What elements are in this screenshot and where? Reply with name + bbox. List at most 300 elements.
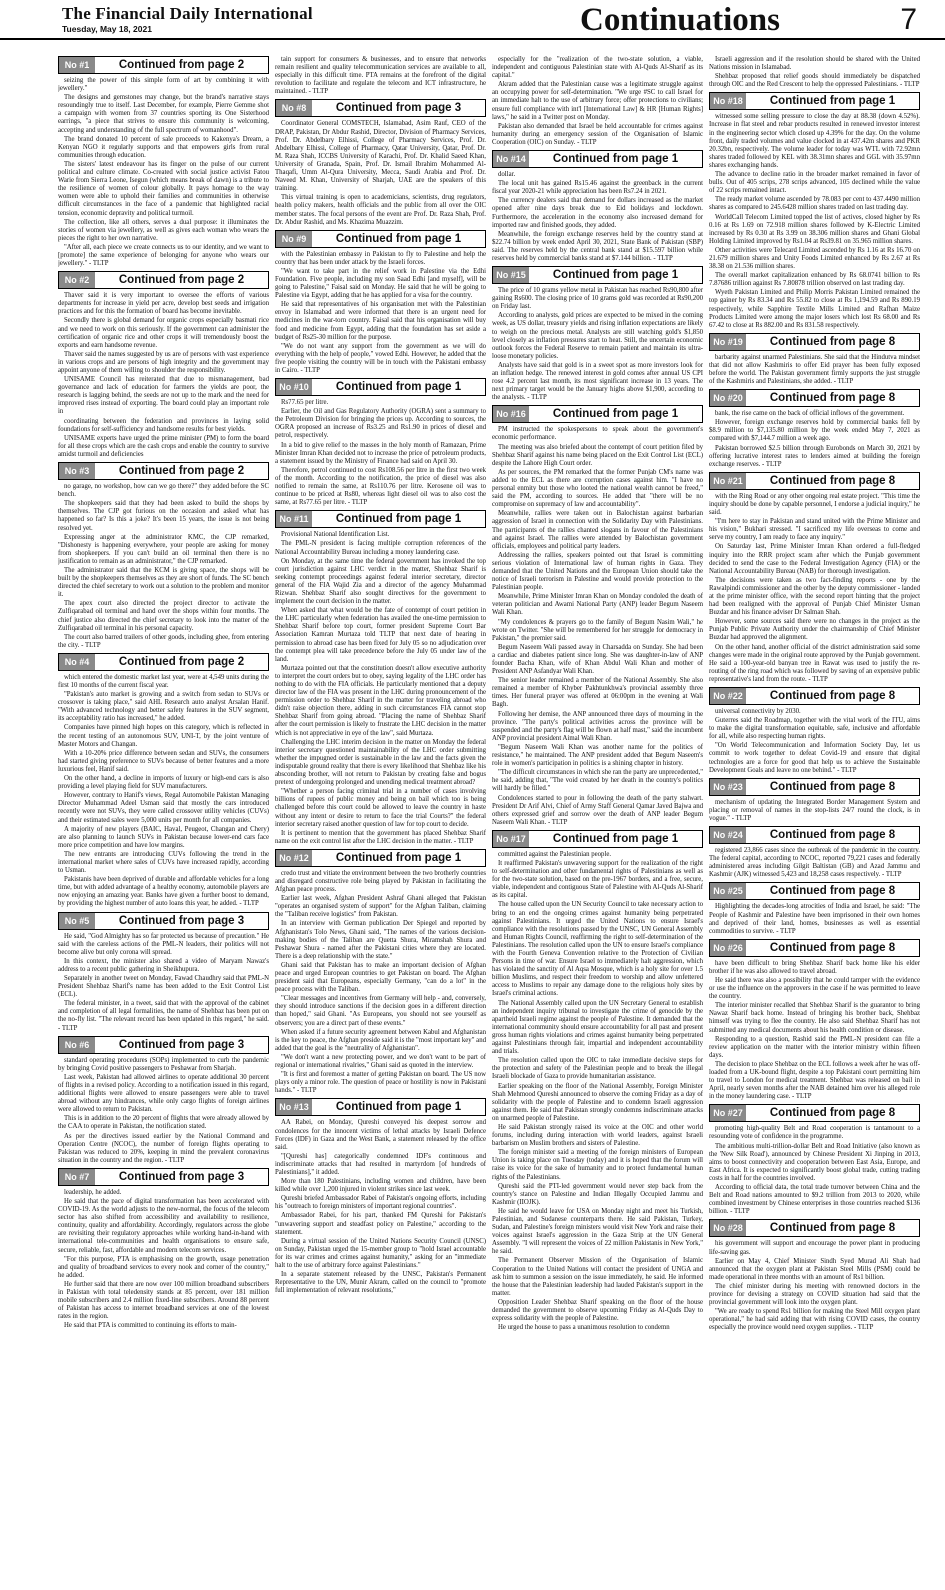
paragraph: "[Qureshi has] categorically condemned IDF's continuous and indiscriminate attacks that had resulted in martyrdom [of hundreds of Palestinians]," it added.	[275, 1152, 486, 1176]
paragraph: coordinating between the federation and provinces in laying solid foundations for self-sufficiency and handsome results for best yields.	[58, 417, 269, 433]
story-body	[58, 77, 269, 268]
story-body	[492, 287, 703, 402]
paragraph: The court also barred trailers of other goods, including ghee, from entering the city. - TLTP	[58, 633, 269, 649]
story-number-badge: No #3	[59, 463, 95, 479]
story	[709, 939, 920, 1102]
paragraph: The currency dealers said that demand for dollars increased as the market opened after nine days break due to Eid holidays and lockdown. Furthermore, the acceleration in the economy also increased demand for imported raw and finished goods, they added.	[492, 197, 703, 229]
story-header	[709, 472, 920, 490]
paragraph: "Clear messages and incentives from Germany will help - and, conversely, they should introduce sanctions if the decision goes in a different direction than hoped," said Ghani. "As Europeans, you should not see yourself as observers; you are a direct part of these events."	[275, 995, 486, 1027]
paragraph: The Permanent Observer Mission of the Organisation of Islamic Cooperation to the United Nations will contact the president of UNGA and ask him to summon a session on the issue immediately, he said. He informed the house that the Palestinian leadership had lauded Pakistan's support in the matter.	[492, 1257, 703, 1297]
story-continued-label: Continued from page 1	[552, 408, 679, 421]
story-body	[709, 56, 920, 89]
story	[709, 826, 920, 879]
paragraph: The local unit has gained Rs15.46 against the greenback in the current fiscal year 2020-21 while appreciation has been Rs7.24 in 2021.	[492, 180, 703, 196]
story-header	[492, 266, 703, 284]
story-header	[58, 912, 269, 930]
story-header	[709, 687, 920, 705]
paragraph: Earlier on May 4, Chief Minister Sindh Syed Murad Ali Shah had announced that the oxygen plant at Pakistan Steel Mills (PSM) could be made operational in three months with an amount of Rs1 billion.	[709, 1257, 920, 1281]
paragraph: Meanwhile, the foreign exchange reserves held by the country stand at $22.74 billion by week ended April 30, 2021, State Bank of Pakistan (SBP) said. The reserves held by the central bank stand at $15.597 billion while reserves held by commercial banks stand at $7.144 billion. - TLTP	[492, 230, 703, 262]
story	[58, 56, 269, 268]
paragraph: He urged the house to pass a unanimous resolution to condemn	[498, 1324, 670, 1332]
story-continued-label: Continued from page 8	[769, 474, 896, 487]
story-number-badge: No #13	[276, 1099, 312, 1115]
story-body	[58, 1057, 269, 1165]
story-header	[58, 462, 269, 480]
story	[709, 687, 920, 775]
story	[275, 849, 486, 1096]
paragraph: On Monday, at the same time the federal government has invoked the top court jurisdiction against LHC verdict in the matter, Shehbaz Sharif is seeking contempt proceedings against federal interior secretary, director general of the FIA Wajid Zia and a director of the agency Muhammad Rizwan. Shehbaz Sharif also sought directives for the government to implement the court decision in the matter.	[275, 557, 486, 606]
masthead	[0, 0, 945, 40]
story-header	[492, 830, 703, 848]
paragraph: It is pertinent to mention that the government has placed Shehbaz Sharif name on the exit control list after the LHC decision in the matter. - TLTP	[275, 829, 486, 845]
paragraph: The decision to place Shehbaz on the ECL follows a week after he was off-loaded from a UK-bound flight, despite a top Pakistani court permitting him to travel to London for medical treatment. Shehbaz was released on bail in April, nearly seven months after the NAB detained him over his alleged role in the money laundering case. - TLTP	[709, 1060, 920, 1101]
paragraph: In a separate statement released by the UNSC, Pakistan's Permanent Representative to the UN, Munir Akram, called on the council to "promote full implementation of relevant resolutions,"	[275, 1271, 486, 1295]
paragraph: According to official data, the total trade turnover between China and the Belt and Road nations amounted to $9.2 trillion from 2013 to 2020, while combined investment by Chinese enterprises in those countries reached $136 billion. - TLTP	[709, 1184, 920, 1216]
paragraph: On Saturday last, Prime Minister Imran Khan ordered a full-fledged inquiry into the RRR project scam after which the Punjab government decided to send the case to the Federal Investigation Agency (FIA) or the National Accountability Bureau (NAB) for thorough investigation.	[709, 543, 920, 575]
paragraph: The price of 10 grams yellow metal in Pakistan has reached Rs90,800 after gaining Rs600. The closing price of 10 grams gold was recorded at Rs90,200 on Friday last.	[492, 287, 703, 311]
paragraph: UNISAME Council has reiterated that due to mismanagement, bad governance and lack of education for farmers the yields are poor, the research is lagging behind, the seeds are not up to the mark and the need for improved rises instead of exporting. The board could play an important role in	[58, 376, 269, 416]
story-header	[275, 230, 486, 248]
paragraph: Separately in another tweet on Monday, Fawad Chaudhry said that PML-N President Shehbaz Sharif's name has been added to the Exit Control List (ECL).	[58, 975, 269, 999]
story-header	[492, 150, 703, 168]
story-number-badge: No #5	[59, 913, 95, 929]
story-number-badge: No #9	[276, 231, 312, 247]
story	[709, 389, 920, 469]
paragraph: "On World Telecommunication and Information Society Day, let us commit to work together to defeat Covid-19 and ensure that digital technologies are a force for good that help us to achieve the Sustainable Development Goals and leave no one behind." - TLTP	[709, 742, 920, 774]
paragraph: The ambitious multi-trillion-dollar Belt and Road Initiative (also known as the 'New Silk Road'), announced by Chinese President Xi Jinping in 2013, aims to boost connectivity and cooperation between East Asia, Europe, and East Africa. It is expected to significantly boost global trade, cutting trading costs in half for the countries involved.	[709, 1142, 920, 1182]
story-continued-label: Continued from page 8	[769, 1222, 896, 1235]
paragraph: Highlighting the decades-long atrocities of India and Israel, he said: "The People of Kashmir and Palestine have been imprisoned in their own homes and deprived of their land, homes, businesses as well as essential commodities to survive. - TLTP	[709, 903, 920, 935]
story-number-badge: No #6	[59, 1037, 95, 1053]
paragraph: Shehbaz proposed that relief goods should immediately be dispatched through OIC and the Red Crescent to help the oppressed Palestinians. - TLTP	[709, 73, 920, 89]
paragraph: A majority of new players (BAIC, Haval, Peugeot, Changan and Chery) are also planning to launch SUVs in Pakistan because lower-end cars face more price competition and have low margins.	[58, 825, 269, 849]
paragraph: As per sources, the PM remarked that the former Punjab CM's name was added to the ECL as there are corruption cases against him. "I have no personal enmity but those who looted the national wealth cannot be freed," said the PM, according to sources. He added that "there will be no compromise on supremacy of law and accountability".	[492, 468, 703, 509]
paragraph: Qureshi said the PTI-led government would never step back from the country's stance on Palestine and Indian Illegally Occupied Jammu and Kashmir (IIOJK).	[492, 1182, 703, 1206]
story	[275, 510, 486, 846]
story	[709, 333, 920, 386]
story	[709, 778, 920, 823]
story-continued-label: Continued from page 1	[335, 1101, 462, 1114]
story	[275, 56, 486, 96]
paragraph: In a bid to give relief to the masses in the holy month of Ramazan, Prime Minister Imran Khan decided not to increase the price of petroleum products, a statement issued by the Ministry of Finance had said on April 30.	[275, 441, 486, 465]
story-header	[275, 1098, 486, 1116]
story-continued-label: Continued from page 8	[769, 335, 896, 348]
story-continued-label: Continued from page 1	[552, 269, 679, 282]
story-body	[709, 493, 920, 684]
story-number-badge: No #16	[493, 406, 529, 422]
paragraph: The federal minister, in a tweet, said that with the approval of the cabinet and completion of all legal formalities, the name of Shehbaz has been put on the no-fly list. "The relevant record has been updated in this regard," he said. - TLTP	[58, 1000, 269, 1032]
paragraph: Pakistan also demanded that Israel be held accountable for crimes against humanity during an emergency session of the Organisation of Islamic Cooperation (OIC) on Sunday. - TLTP	[492, 122, 703, 146]
story-body	[275, 1119, 486, 1295]
paragraph: committed against the Palestinian people.	[498, 850, 612, 858]
story-header	[58, 653, 269, 671]
story-number-badge: No #23	[710, 779, 746, 795]
column-2	[275, 56, 486, 1590]
paragraph: Following her demise, the ANP announced three days of mourning in the province. "The party's political activities across the province will be suspended and the party's flag will be flown at half mast," said the incumbent ANP provincial president Aimal Wali Khan.	[492, 710, 703, 742]
story	[58, 462, 269, 650]
paragraph: The overall market capitalization enhanced by Rs 68.0741 billion to Rs 7.87686 trillion against Rs 7.80878 trillion observed on last trading day.	[709, 272, 920, 288]
paragraph: Pakistan borrowed $2.5 billion through Eurobonds on March 30, 2021 by offering lucrative interest rates to lenders aimed at building the foreign exchange reserves. - TLTP	[709, 444, 920, 468]
story-number-badge: No #1	[59, 57, 95, 73]
paragraph: Meanwhile, rallies were taken out in Balochistan against barbarian aggression of Israel in connection with the Solidarity Day with Palestinians. The participants of the rallies chanted slogans in favour of the Palestinians and against Israel. The rallies were attended by Balochistan government officials, employees and political party leaders.	[492, 510, 703, 550]
story-body	[492, 851, 703, 1332]
paragraph: Israeli aggression and if the resolution should be shared with the United Nations mission in Islamabad.	[709, 56, 920, 72]
story-body	[58, 1189, 269, 1331]
story	[492, 266, 703, 402]
section-title: Continuations	[580, 2, 780, 38]
story-continued-label: Continued from page 3	[335, 102, 462, 115]
paragraph: However, foreign exchange reserves hold by commercial banks fell by $8.9 million to $7,135.80 million by the week ended May 7, 2021 as compared with $7,144.7 million a week ago.	[709, 419, 920, 443]
paragraph: He said Pakistan strongly raised its voice at the OIC and other world forums, including during interaction with world leaders, against Israeli barbarism on Muslim brothers and sisters of Palestine.	[492, 1123, 703, 1148]
paragraph: with the Palestinian embassy in Pakistan to fly to Palestine and help the country that has been under attack by the Israeli forces.	[275, 250, 486, 266]
story-continued-label: Continued from page 1	[769, 95, 896, 108]
paragraph: AA Rabei, on Monday, Qureshi conveyed his deepest sorrow and condolences for the innocent victims of lethal attacks by Israeli Defence Forces (IDF) in Gaza and the West Bank, a statement released by the office said.	[275, 1119, 486, 1151]
story-body	[275, 56, 486, 96]
story-number-badge: No #10	[276, 379, 312, 395]
paragraph: with the Ring Road or any other ongoing real estate project. "This time the inquiry should be done by capable personnel, I endorse a judicial inquiry," he said.	[709, 492, 920, 517]
paragraph: Ambassador Rabei, for his part, thanked FM Qureshi for Pakistan's "unwavering support and steadfast policy on Palestine," according to the statement.	[275, 1212, 486, 1236]
paragraph: Earlier speaking on the floor of the National Assembly, Foreign Minister Shah Mehmood Qureshi announced to observe the coming Friday as a day of solidarity with the people of Palestine and to condemn Israeli aggression against them. He said that Pakistan strongly condemns indiscriminate attacks on unarmed people of Palestine.	[492, 1082, 703, 1122]
paragraph: As per the directives issued earlier by the National Command and Operation Centre (NCOC), the number of foreign flights operating to Pakistan was reduced to 20%, keeping in mind the prevalent coronavirus situation in the country and the region. - TLTP	[58, 1132, 269, 1164]
paragraph: The ready market volume ascended by 78.083 per cent to 437.4490 million shares as compared to 245.6428 million shares traded on last trading day.	[709, 196, 920, 212]
paragraph: universal connectivity by 2030.	[715, 708, 801, 715]
story	[58, 1036, 269, 1165]
paragraph: The collection, like all others, serves a dual purpose: it illuminates the stories of women via jewellery, as well as gives each woman who wears the pieces the right to her own narrative.	[58, 218, 269, 242]
paragraph: He further said that there are now over 100 million broadband subscribers in Pakistan with total teledensity stands at 85 percent, over 181 million mobile subscribers and 2.4 million fixed-line subscribers. Around 88 percent of Pakistan has access to internet broadband services at one of the lowest rates in the region.	[58, 1280, 269, 1321]
paragraph: The decisions were taken as two fact-finding reports - one by the Rawalpindi commissioner and the other by the deputy commissioner - landed at the prime minister office, with the second report hinting that the project had been realigned with the approval of Punjab Chief Minister Usman Buzdar and his finance adviser Dr Salman Shah.	[709, 576, 920, 617]
paragraph: Meanwhile, Prime Minister Imran Khan on Monday condoled the death of veteran politician and Awami National Party (ANP) leader Begum Naseem Wali Khan.	[492, 593, 703, 617]
column-1	[58, 56, 269, 1590]
story-header	[709, 778, 920, 796]
paragraph: However, contrary to Hanif's views, Regal Automobile Pakistan Managing Director Muhammad Adeel Usman said that mostly the cars introduced recently were not SUVs, they were called crossover utility vehicles (CUVs) and their estimated sales were 5,000 units per month for all companies.	[58, 792, 269, 824]
paragraph: Opposition Leader Shehbaz Sharif speaking on the floor of the house demanded the government to observe upcoming Friday as Al-Quds Day to express solidarity with the people of Palestine.	[492, 1298, 703, 1323]
story-header	[58, 1168, 269, 1186]
story-header	[709, 92, 920, 110]
story-body	[275, 531, 486, 846]
paragraph: He said that PTA is committed to continuing its efforts to main-	[64, 1322, 237, 1330]
story-number-badge: No #26	[710, 940, 746, 956]
paragraph: Therefore, petrol continued to cost Rs108.56 per litre in the first two week of the month. According to the notification, the price of diesel was also notified to remain the same, at Rs110.76 per litre. Kerosene oil was to continue to be priced at Rs80, whereas light diesel oil was to also cost the same, at Rs77.65 per litre. - TLTP	[275, 466, 486, 507]
story	[709, 92, 920, 329]
story-body	[709, 410, 920, 469]
story	[492, 56, 703, 147]
story-continued-label: Continued from page 8	[769, 780, 896, 793]
story-number-badge: No #4	[59, 654, 95, 670]
story-header	[58, 56, 269, 74]
paragraph: On the other hand, another official of the district administration said some changes were made in the original route approved by the Punjab government. He said a 100-year-old banyan tree in Rawat was used to justify the re-routing of the ring road which was followed by saving of an expensive public representative's land from the route. - TLTP	[709, 643, 920, 683]
story-header	[709, 939, 920, 957]
paragraph: Other activities were Telecard Limited ascended by Rs 1.16 at Rs 16.70 on 21.679 million shares and Unity Foods Limited enhanced by Rs 2.67 at Rs 38.38 on 21.536 million shares.	[709, 246, 920, 271]
story-header	[275, 510, 486, 528]
paragraph: According to analysts, gold prices are expected to be mixed in the coming week, as US dollar, treasury yields and rising inflation expectations are likely to weigh on the precious metal. Analysts are still watching gold's $1,850 level closely as inflation pressures start to heat. Still, the uncertain economic outlook forces the Federal Reserve to remain patient and maintain its ultra-loose monetary policies.	[492, 312, 703, 360]
paragraph: promoting high-quality Belt and Road cooperation is tantamount to a resounding vote of confidence in the programme.	[709, 1125, 920, 1141]
paragraph: The foreign minister said a meeting of the foreign ministers of European Union is taking place on Tuesday (today) and it is hoped that the forum will raise its voice for the sake of humanity and to protect fundamental human rights of the Palestinians.	[492, 1149, 703, 1181]
paragraph: "Whether a person facing criminal trial in a number of cases involving billions of rupees of public money and being on bail which too is being challenged before this court could be allowed to leave the country in haste without any intent or desire to return to face the trial Courts?" the federal interior secretary raised another question of law for top court to decide.	[275, 788, 486, 828]
story-continued-label: Continued from page 3	[118, 1038, 245, 1051]
story-continued-label: Continued from page 2	[118, 59, 245, 71]
paragraph: Qureshi briefed Ambassador Rabei of Pakistan's ongoing efforts, including his "outreach to foreign ministers of important regional countries".	[275, 1195, 486, 1211]
story-number-badge: No #11	[276, 511, 312, 527]
story-body	[275, 399, 486, 507]
story-body	[58, 933, 269, 1033]
paragraph: This is in addition to the 20 percent of flights that were already allowed by the CAA to operate in Pakistan, the notification stated.	[58, 1115, 269, 1131]
story-continued-label: Continued from page 8	[769, 829, 896, 842]
story	[58, 912, 269, 1033]
story-number-badge: No #7	[59, 1169, 95, 1185]
paragraph: "For this purpose, PTA is emphasising on the growth, usage penetration and quality of broadband services to every nook and corner of the country," he added.	[58, 1255, 269, 1279]
story-body	[709, 847, 920, 879]
story	[709, 56, 920, 89]
paragraph: PM instructed the spokespersons to speak about the government's economic performance.	[492, 426, 703, 442]
page-number: 7	[900, 3, 917, 36]
paragraph: More than 180 Palestinians, including women and children, have been killed while over 1,200 injured in violent strikes since last week.	[275, 1178, 486, 1194]
story-header	[709, 333, 920, 351]
story-number-badge: No #22	[710, 688, 746, 704]
story-number-badge: No #14	[493, 151, 529, 167]
paragraph: The meeting was also briefed about the contempt of court petition filed by Shehbaz Sharif against his name being placed on the Exit Control List (ECL) despite the Lahore High Court order.	[492, 443, 703, 467]
story-number-badge: No #25	[710, 883, 746, 899]
story	[709, 1104, 920, 1216]
paragraph: Coordinator General COMSTECH, Islamabad, Asim Rauf, CEO of the DRAP, Pakistan, Dr Abdur Rashid, Director, Division of Pharmacy Services, Prof. Dr. Abdelbary Elhissi, College of Pharmacy Services, Prof. Dr. Abdelbary Elhissi, College of Pharmacy, Qatar University, Qatar, Prof. Dr. M. Raza Shah, ICCBS University of Karachi, Prof. Dr. Khalid Saeed Khan, University of Granada, Spain, Prof. Dr. Ismail Ibrahim Mohammed Al-Thaqafi, Umm Al-Qura University, Mecca, Saudi Arabia and Prof. Dr. Naveed M. Khan, University of Sharjah, UAE are the speakers of this training.	[275, 120, 486, 193]
paragraph: Expressing anger at the administrator KMC, the CJP remarked, "Dishonesty is happening everywhere, your people are asking for money from shopkeepers. If you can't build an oil terminal then there is no justification to remain as an administrator," the CJP remarked.	[58, 533, 269, 565]
story	[275, 99, 486, 226]
story-header	[275, 378, 486, 396]
paragraph: The new entrants are introducing CUVs following the trend in the international market where sales of CUVs have increased rapidly, according to Usman.	[58, 850, 269, 875]
story	[709, 1219, 920, 1332]
story-body	[492, 426, 703, 827]
story	[709, 882, 920, 935]
story-body	[709, 708, 920, 775]
paragraph: standard operating procedures (SOPs) implemented to curb the pandemic by bringing Covid positive passengers to Peshawar from Sharjah.	[58, 1056, 269, 1072]
story	[275, 230, 486, 375]
story	[275, 378, 486, 507]
paragraph: He said that the pace of digital transformation has been accelerated with COVID-19. As the world adjusts to the new-normal, the focus of the telecom sector has also shifted from accessibility and availability to resilience, continuity, quality and affordability. Accordingly, regulators across the globe are revisiting their regulatory approaches while working hand-in-hand with international tele-communities and health organisations to ensure safe, secure, reliable, fast, affordable and modern telecom services.	[58, 1197, 269, 1254]
paragraph: The resolution called upon the OIC to take immediate decisive steps for the protection and safety of the Palestinian people and to break the illegal Israeli blockade of Gaza to provide humanitarian assistance.	[492, 1057, 703, 1081]
story-body	[709, 113, 920, 329]
paragraph: He said that representatives of his organisation met with the Palestinian envoy in Islamabad and were informed that there is an urgent need for medicines in the war-torn country. Faisal said that his organisation will buy food and medicine from Egypt, adding that the foundation has set aside a budget of Rs25-30 million for the purpose.	[275, 301, 486, 341]
story-header	[709, 389, 920, 407]
paragraph: leadership, he added.	[64, 1188, 122, 1196]
paragraph: The designs and gemstones may change, but the brand's narrative stays resoundingly true to itself. Last December, for example, Pierre Gemme shot a campaign with women from 37 countries sporting its One Sisterhood earrings, "a piece that strives to ensure this community is welcoming, accepting and understanding of the full spectrum of womanhood".	[58, 94, 269, 134]
story-body	[709, 903, 920, 935]
paragraph: He said there was also a possibility that he could tamper with the evidence or use the influence on the approvers in the case if he was permitted to leave the country.	[709, 976, 920, 1001]
story-number-badge: No #17	[493, 831, 529, 847]
paragraph: In this context, the minister also shared a video of Maryam Nawaz's address to a recent public gathering in Sheikhupura.	[58, 957, 269, 973]
story	[492, 405, 703, 827]
paragraph: He said he would leave for USA on Monday night and meet his Turkish, Palestinian, and Sudanese counterparts there. He said Pakistan, Turkey, Sudan, and Palestine's foreign ministers would visit New York and raise their voices against Israel's aggression in the Gaza Strip at the UN General Assembly. "I will represent the voices of 22 million Pakistanis in New York," he said.	[492, 1207, 703, 1256]
story-continued-label: Continued from page 3	[118, 914, 245, 927]
story	[58, 271, 269, 459]
paragraph: Analysts have said that gold is in a sweet spot as more investors look for an inflation hedge. The renewed interest in gold comes after annual US CPI rose 4.2 percent last month, its most significant increase in 13 years. The next primary target would be the January highs above $1,900, according to the analysts. - TLTP	[492, 361, 703, 402]
story	[275, 1098, 486, 1295]
paragraph: Murtaza pointed out that the constitution doesn't allow executive authority to interpret the court orders but to obey, saying legality of the LHC order has nothing to do with the FIA officials. He particularly mentioned that a deputy director law of the FIA was present in the LHC during pronouncement of the permission order to Shehbaz Sharif in the matter for traveling abroad who didn't raise objection there, adding in such circumstances FIA cannot stop Shehbaz Sharif from going abroad. "Placing the name of Shehbaz Sharif after the court permission is likely to frustrate the LHC decision in the matter which is not appreciative in eye of the law", said Murtaza.	[275, 664, 486, 737]
paragraph: registered 23,866 cases since the outbreak of the pandemic in the country. The federal capital, according to NCOC, reported 79,221 cases and federally administered areas including Gilgit Baltistan (GB) and Azad Jammu and Kashmir (AJK) witnessed 5,423 and 18,258 cases respectively. - TLTP	[709, 847, 920, 879]
story-number-badge: No #18	[710, 93, 746, 109]
paragraph: which entered the domestic market last year, were at 4,549 units during the first 10 months of the current fiscal year.	[58, 673, 269, 689]
paragraph: When asked that what would be the fate of contempt of court petition in the LHC particularly when federation has availed the one-time permission to Shehbaz Sharif before top court, former president Supreme Court Bar Association Kamran Murtaza told TLTP that next date of hearing in permission to abroad case has been fixed for July 05 so no adjudication over the contempt plea will take precedence before the July 05 under law of the land.	[275, 607, 486, 663]
paragraph: The brand donated 10 percent of sale proceeds to Kakenya's Dream, a Kenyan NGO it regularly supports and that empowers girls from rural communities through education.	[58, 135, 269, 159]
story-continued-label: Continued from page 1	[335, 851, 462, 864]
paragraph: seizing the power of this simple form of art by combining it with jewellery."	[58, 77, 269, 93]
paragraph: no garage, no workshop, how can we go there?" they added before the SC bench.	[58, 483, 269, 499]
paragraph: "We do not want any support from the government as we will do everything with the help of people," vowed Edhi. However, he added that the five people visiting the country will be in touch with the Pakistani embassy in Cairo. - TLTP	[275, 342, 486, 374]
story-body	[275, 120, 486, 226]
paragraph: The sisters' latest endeavour has its finger on the pulse of our current political and culture climate. Co-created with social justice activist Fatou Warie from Sierra Leone, Isegun (which means break of dawn) is a tribute to the resilience of women of colour globally. It pays homage to the way women were able to uphold their families and communities in otherwise difficult circumstances in the face of a pandemic that highlighted racial tension, economic depravity and political turmoil.	[58, 160, 269, 217]
story-continued-label: Continued from page 8	[769, 941, 896, 954]
paragraph: UNISAME experts have urged the prime minister (PM) to form the board for all these crops which are the cash crops and enable the country to survive amidst turmoil and deficiencies	[58, 434, 269, 458]
story-number-badge: No #27	[710, 1105, 746, 1121]
story	[709, 472, 920, 684]
paragraph: credo trust and vitiate the environment between the two brotherly countries and disregard constructive role being played by Pakistan in facilitating the Afghan peace process.	[275, 869, 486, 894]
paragraph: In an interview with German publication Der Spiegel and reported by Afghanistan's Tolo News, Ghani said, "The names of the various decision-making bodies of the Taliban are Quetta Shura, Miramshah Shura and Peshawar Shura - named after the Pakistani cities where they are located. There is a deep relationship with the state."	[275, 920, 486, 960]
paragraph: The chief minister during his meeting with renowned doctors in the province for devising a strategy on COVID situation had said that the provincial government will look into the oxygen plant.	[709, 1282, 920, 1307]
paragraph: "I'm here to stay in Pakistan and stand united with the Prime Minister and his vision," Bukhari stressed. "I sacrificed my life overseas to come and serve my country, I am ready to face any inquiry."	[709, 518, 920, 542]
story-number-badge: No #15	[493, 267, 529, 283]
story-header	[709, 1219, 920, 1237]
story-continued-label: Continued from page 3	[118, 1170, 245, 1183]
story-header	[58, 1036, 269, 1054]
story-number-badge: No #28	[710, 1220, 746, 1236]
paragraph: The interior minister recalled that Shehbaz Sharif is the guarantor to bring Nawaz Sharif back home. Instead of bringing his brother back, Shehbaz himself was trying to flee the country. He also said Shehbaz Sharif has not submitted any medical documents about his health condition or disease.	[709, 1002, 920, 1034]
paragraph: This virtual training is open to academicians, scientists, drug regulators, health policy makers, health officials and the public from all over the OIC member states. The focal persons of the event are Prof. Dr. Raza Shah, Prof. Dr. Abdur Rashid, and Ms. Khazima Muazzim.	[275, 194, 486, 226]
story-number-badge: No #21	[710, 473, 746, 489]
paragraph: tain support for consumers & businesses, and to ensure that networks remain resilient and quality telecommunication services are available to all, especially in this difficult time. PTA remains at the forefront of the digital revolution to facilitate and regulate the telecom and ICT infrastructure, he maintained. - TLTP	[275, 56, 486, 96]
story-body	[275, 251, 486, 375]
paragraph: "It is first and foremost a matter of getting Pakistan on board. The US now plays only a minor role. The question of peace or hostility is now in Pakistani hands." - TLTP	[275, 1071, 486, 1095]
story-header	[275, 849, 486, 867]
story-continued-label: Continued from page 2	[118, 465, 245, 478]
paragraph: "We want to take part in the relief work in Palestine via the Edhi Foundation. Five people, including my son Saad Edhi [and myself], will be going to Palestine," Faisal said on Monday. He said that he will be going to Palestine via Egypt, adding that he has applied for a visa for the country.	[275, 267, 486, 300]
paragraph: On the other hand, a decline in imports of luxury or high-end cars is also providing a level playing field for SUV manufacturers.	[58, 775, 269, 791]
column-4	[709, 56, 920, 1590]
story-body	[275, 870, 486, 1096]
paragraph: especially for the "realization of the two-state solution, a viable, independent and contiguous Palestinian state with Al-Quds Al-Sharif as its capital."	[492, 56, 703, 80]
story-header	[709, 882, 920, 900]
paragraph: Ghani said that Pakistan has to make an important decision of Afghan peace and urged European countries to get Pakistan on board. The Afghan president said that Europeans, especially Germany, "can do a lot" in the peace process with the Taliban.	[275, 961, 486, 994]
paragraph: Addressing the rallies, speakers pointed out that Israel is committing serious violation of International law of human rights in Gaza. They demanded that the United Nations and the European Union should take the notice of Israeli terrorism in Palestine and would provide protection to the Palestinian people.	[492, 551, 703, 592]
issue-date: Tuesday, May 18, 2021	[62, 24, 152, 34]
paragraph: The senior leader remained a member of the National Assembly. She also remained a member of Khyber Pakhtunkhwa's provincial assembly three times. Her funeral prayer was offered at 06:00pm in the evening at Wali Bagh.	[492, 677, 703, 709]
paragraph: "My condolences & prayers go to the family of Begum Nasim Wali," he wrote on Twitter. "She will be remembered for her struggle for democracy in Pakistan," the premier said.	[492, 618, 703, 642]
paragraph: Provisional National Identification List.	[281, 531, 390, 539]
paragraph: Secondly there is global demand for organic crops especially basmati rice and we need to work on this seriously. If the government can administer the certification of organic rice and other crops it will tremendously boost the exports and earn handsome revenue.	[58, 317, 269, 349]
story-continued-label: Continued from page 8	[769, 1107, 896, 1120]
paragraph: have been difficult to bring Shehbaz Sharif back home like his elder brother if he was also allowed to travel abroad.	[709, 959, 920, 975]
paragraph: "We are ready to spend Rs1 billion for making the Steel Mill oxygen plant operational," he had said adding that with rising COVID cases, the country especially the province would need oxygen supplies. - TLTP	[709, 1308, 920, 1332]
story-body	[58, 483, 269, 650]
column-3	[492, 56, 703, 1590]
paragraph: The National Assembly called upon the UN Secretary General to establish an independent inquiry tribunal to investigate the crime of genocide by the apartheid Israeli regime against the people of Palestine. It demanded that the international community should ensure accountability for all past and present gross human rights violations and crimes against humanity being perpetrated against Palestinians through fair, impartial and independent accountability and trials.	[492, 999, 703, 1056]
paragraph: Challenging the LHC interim decision in the matter on Monday the federal interior secretary questioned maintainability of the LHC order submitting whether the impugned order is sustainable in the law and the facts given the indisputable ground reality that there is every likelihood that Shehbaz like his absconding brother, will not return to Pakistan by creating false and bogus pretext of undergoing prolonged and unending medical treatment abroad?	[275, 738, 486, 787]
paragraph: However, some sources said there were no changes in the project as the Punjab Public Private Authority under the chairmanship of Chief Minister Buzdar had approved the alignment.	[709, 618, 920, 642]
paragraph: Akram added that the Palestinian cause was a legitimate struggle against an occupying power for self-determination. "We urge #SC to call Israel for an immediate halt to the use of arbitrary force; offer protections to civilians; ensure full compliance with int'l [International Law] & HR [Human Rights] laws," he said in a Twitter post on Monday.	[492, 81, 703, 121]
columns-container	[58, 56, 920, 1590]
story-body	[492, 171, 703, 263]
paragraph: his government will support and encourage the power plant in producing life-saving gas.	[709, 1240, 920, 1256]
story-body	[492, 56, 703, 147]
paragraph: The advance to decline ratio in the broader market remained in favor of bulls. Out of 405 scrips, 278 scrips advanced, 105 declined while the value of 22 scrips remained intact.	[709, 171, 920, 195]
newspaper-name: The Financial Daily International	[62, 4, 313, 23]
story-continued-label: Continued from page 1	[552, 153, 679, 166]
paragraph: Thaver said the names suggested by us are of persons with vast experience in various crops and are persons of high integrity and the government may appoint anyone of them willing to shoulder the responsibility.	[58, 350, 269, 374]
story-body	[709, 354, 920, 386]
story-continued-label: Continued from page 2	[118, 655, 245, 668]
story	[492, 830, 703, 1332]
story-number-badge: No #8	[276, 100, 312, 116]
paragraph: "We don't want a new protecting power, and we don't want to be part of regional or international rivalries," Ghani said as quoted in the interview.	[275, 1053, 486, 1070]
story-continued-label: Continued from page 8	[769, 690, 896, 702]
paragraph: Pakistanis have been deprived of durable and affordable vehicles for a long time, but with added advantage of a healthy economy, automobile players are now enjoying an amazing year. Banks have given a further boost to demand, by providing the highest number of auto loans this year, he added. - TLTP	[58, 876, 269, 908]
story-header	[709, 1104, 920, 1122]
story-continued-label: Continued from page 8	[769, 885, 896, 898]
story	[58, 1168, 269, 1331]
story-continued-label: Continued from page 1	[335, 513, 462, 526]
paragraph: Guterres said the Roadmap, together with the vital work of the ITU, aims to make the digital transformation equitable, safe, inclusive and affordable for all, while also respecting human rights.	[709, 717, 920, 741]
story-header	[709, 826, 920, 844]
paragraph: WorldCall Telecom Limited topped the list of actives, closed higher by Rs 0.16 at Rs 1.69 on 72.918 million shares followed by K-Electric Limited increased by Rs 0.30 at Rs 3.99 on 38.306 million shares and Ghani Global Holding Limited improved by Rs1.04 at Rs39.81 on 35.965 million shares.	[709, 213, 920, 245]
story-body	[709, 1240, 920, 1332]
paragraph: It reaffirmed Pakistan's unwavering support for the realization of the right to self-determination and other fundamental rights of Palestinians as well as for the two-state solution, based on the pre-1967 borders, and a free, secure, viable, independent and contiguous State of Palestine with Al-Quds Al-Sharif as its capital.	[492, 859, 703, 900]
paragraph: Rs77.65 per litre.	[281, 399, 329, 407]
paragraph: Last week, Pakistan had allowed airlines to operate additional 30 percent of flights in a revised policy. According to a notification issued in this regard, additional flights were allowed to ensure passengers were able to travel abroad without any hindrances, while only cargo flights of foreign airlines were allowed to return to Pakistan.	[58, 1073, 269, 1114]
story-body	[709, 960, 920, 1102]
story-continued-label: Continued from page 1	[552, 832, 679, 845]
paragraph: The PML-N president is facing multiple corruption references of the National Accountability Bureau including a money laundering case.	[275, 540, 486, 556]
paragraph: Condolences started to pour in following the death of the party stalwart. President Dr Arif Alvi, Chief of Army Staff General Qamar Javed Bajwa and others expressed grief and sorrow over the death of ANP leader Begum Naseem Wali Khan. - TLTP	[492, 794, 703, 826]
paragraph: "After all, each piece we create connects us to our identity, and we want to [promote] the same experience of belonging for anyone who wears our jewellery." - TLTP	[58, 243, 269, 268]
story-header	[275, 99, 486, 117]
paragraph: dollar.	[498, 171, 516, 179]
story-number-badge: No #19	[710, 334, 746, 350]
paragraph: Wyeth Pakistan Limited and Philip Morris Pakistan Limited remained the top gainer by Rs 83.34 and Rs 55.82 to close at Rs 1,194.59 and Rs 890.19 respectively, while Sapphire Textile Mills Limited and Rafhan Maize Products Limited were among the major losers which lost Rs 68.00 and Rs 67.42 to close at Rs 882.00 and Rs 831.58 respectively.	[709, 289, 920, 329]
paragraph: witnessed some selling pressure to close the day at 88.38 (down 4.52%). Increase in flat steel and rebar products resulted in renewed investor interest in the engineering sector which closed up 4.39% for the day. On the volume front, daily traded volumes and value clocked in at 437.42m shares and PKR 20.32bn, respectively. The volume leader for today was WTL with 72.92mn shares traded followed by KEL with 38.31mn shares and GGL with 35.97mn shares exchanging hands.	[709, 113, 920, 169]
story	[58, 653, 269, 909]
paragraph: mechanism of updating the Integrated Border Management System and placing or removal of names in the stop-lists 24/7 round the clock, is in vogue." - TLTP	[709, 798, 920, 822]
story-body	[709, 799, 920, 823]
paragraph: He said, "God Almighty has so far protected us because of precaution." He said with the careless actions of the PML-N leaders, their politics will not become alive but only corona will spread.	[58, 932, 269, 956]
story-number-badge: No #2	[59, 272, 95, 288]
story	[492, 150, 703, 263]
paragraph: Begum Naseem Wali passed away in Charsadda on Sunday. She had been a cardiac and diabetes patient since long. She was daughter-in-law of ANP founder Bacha Khan, wife of Khan Abdul Wali Khan and mother of President ANP Asfandyar Wali Khan.	[492, 643, 703, 676]
paragraph: Responding to a question, Rashid said the PML-N president can file a review application on the matter with the interior ministry within fifteen days.	[709, 1035, 920, 1059]
paragraph: The administrator said that the KCM is giving space, the shops will be built by the shopkeepers themselves as they are short of funds. The SC bench directed the chief secretary to work out a solution to the problem and monitor it.	[58, 566, 269, 599]
paragraph: The house called upon the UN Security Council to take necessary action to bring to an end the ongoing crimes against humanity being perpetrated against Palestinians. It urged the United Nations to ensure Israel's compliance with the resolutions passed by the UNSC, UN General Assembly and Human Rights Council, reaffirming the right to self-determination of the Palestinians. The resolution called upon the UN to ensure Israel's compliance with the Fourth Geneva Convention relative to the Protection of Civilian Persons in time of war. Ensure Israel to immediately halt aggression, which has violated the sanctity of Al Aqsa Mosque, which is a holy site for over 1.5 billion Muslims, and respect their freedom to worship and allow unfettered access to Muslims to repair any damage done to the religious holy sites by Israel's criminal actions.	[492, 901, 703, 998]
story-continued-label: Continued from page 1	[335, 381, 462, 394]
paragraph: Earlier last week, Afghan President Ashraf Ghani alleged that Pakistan "operates an organised system of support" for the Afghan Taliban, claiming the "Taliban receive logistics" from Pakistan.	[275, 895, 486, 919]
paragraph: barbarity against unarmed Palestinians. She said that the Hindutva mindset that did not allow Kashmiris to offer Eid prayer has been fully exposed before the world. The Pakistan government firmly supports the just struggle of the Kashmiris and Palestinians, she added. - TLTP	[709, 353, 920, 386]
paragraph: bank, the rise came on the back of official inflows of the government.	[715, 410, 905, 418]
story-body	[58, 292, 269, 459]
paragraph: Companies have pinned high hopes on this category, which is reflected in the recent testing of an autonomous SUV, UNI-T, by the joint venture of Master Motors and Changan.	[58, 724, 269, 748]
story-number-badge: No #12	[276, 850, 312, 866]
story-continued-label: Continued from page 8	[769, 392, 896, 405]
paragraph: When asked if a future security agreement between Kabul and Afghanistan is the key to peace, the Afghan preside said it is the "most important key" and added that the goal is the "neutrality of Afghanistan".	[275, 1028, 486, 1052]
story-continued-label: Continued from page 2	[118, 274, 245, 287]
story-number-badge: No #20	[710, 390, 746, 406]
paragraph: With a 10-20% price difference between sedan and SUVs, the consumers had started giving preference to SUVs because of better features and a more luxurious feel, Hanif said.	[58, 749, 269, 773]
story-body	[709, 1125, 920, 1216]
paragraph: Thaver said it is very important to oversee the efforts of various departments for increase in yield per acre, develop best seeds and irrigation practices and for this the formation of board has become inevitable.	[58, 292, 269, 316]
paragraph: "Begum Naseem Wali Khan was another name for the politics of resistance," he maintained. The ANP president added that Begum Naseem's role in women's participation in politics is a shining chapter in history.	[492, 743, 703, 768]
story-header	[58, 271, 269, 289]
story-body	[58, 674, 269, 909]
paragraph: The apex court also directed the project director to activate the Zulfiqarabad oil terminal and hand over the shops within four months. The chief justice also directed the chief secretary to look into the matter of the Zulfiqarabad oil terminal in his personal capacity.	[58, 600, 269, 632]
paragraph: "Pakistan's auto market is growing and a switch from sedan to SUVs or crossover is taking place," said AHL Research auto analyst Arsalan Hanif. "With advanced technology and better safety features in the SUV segment, its acceptability ratio has increased," he added.	[58, 691, 269, 723]
paragraph: Earlier, the Oil and Gas Regulatory Authority (OGRA) sent a summary to the Petroleum Division for bringing the prices up. According to sources, the OGRA proposed an increase of Rs3.25 and Rs1.90 in prices of diesel and petrol, respectively.	[275, 408, 486, 440]
paragraph: "The difficult circumstances in which she ran the party are unprecedented," he said, adding that, "The void created by her death in the country's politics will hardly be filled."	[492, 769, 703, 793]
story-header	[492, 405, 703, 423]
story-continued-label: Continued from page 1	[335, 232, 462, 245]
